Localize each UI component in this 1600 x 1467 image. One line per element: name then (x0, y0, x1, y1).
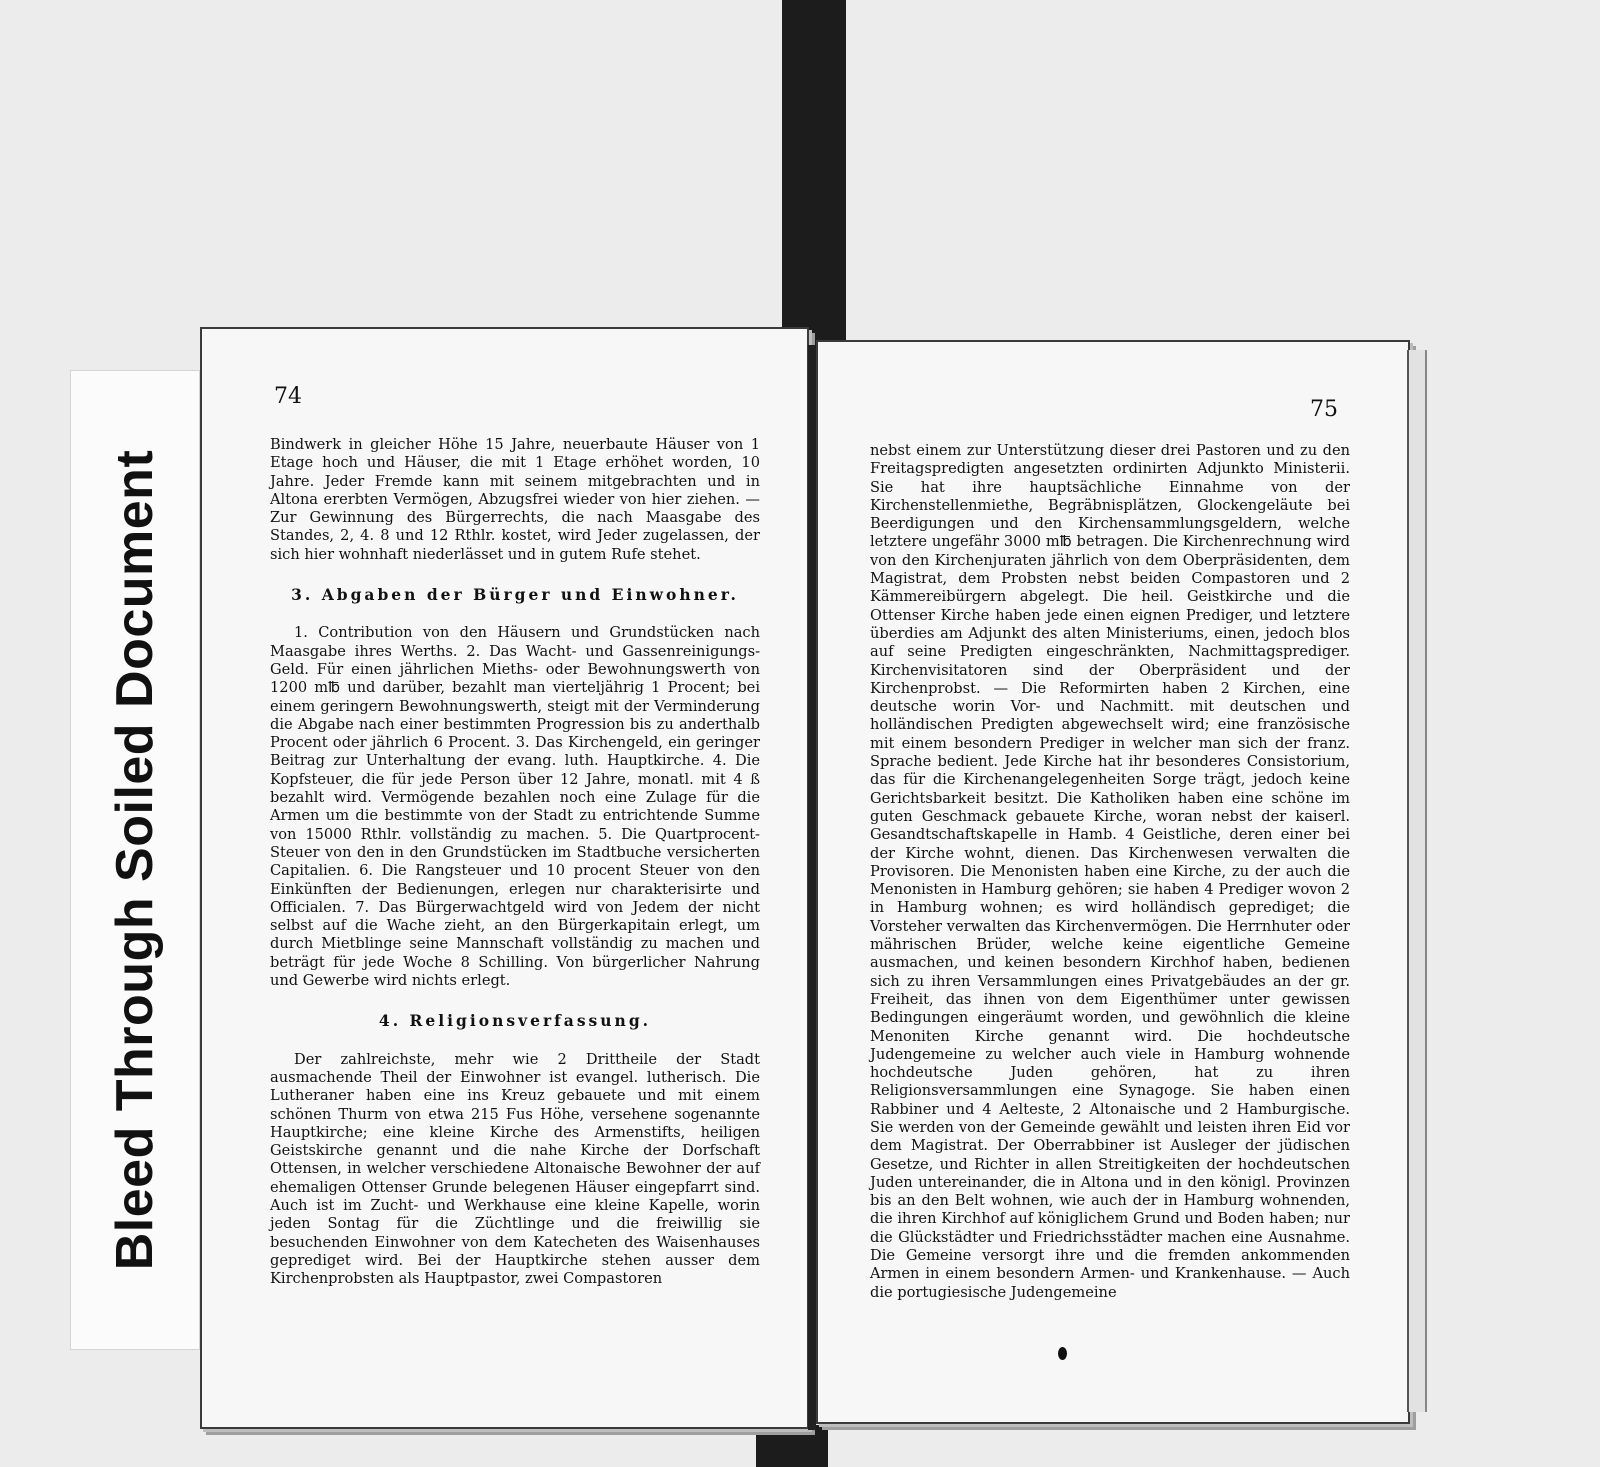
left-page (200, 327, 809, 1429)
left-page-text (270, 436, 760, 1288)
binding-strap-bottom (756, 1425, 828, 1467)
bleed-through-stamp (70, 370, 200, 1350)
page-stack-edge (1407, 350, 1427, 1412)
section-heading: 3. Abgaben der Bürger und Einwohner. (291, 585, 739, 605)
stamp-label: Bleed Through Soiled Document (106, 449, 164, 1271)
paragraph: Der zahlreichste, mehr wie 2 Drittheile der Stadt ausmachende Theil der Einwohner ist evangel. lutherisch. Die Lutheraner haben eine ins Kreuz gebauete und mit einem schönen Thurm von etwa 215 Fus Höhe, versehene sogenannte Hauptkirche; eine kleine Kirche des Armenstifts, heiligen Geistskirche genannt und die nahe Kirche der Dorfschaft Ottensen, in welcher verschiedene Altonaische Bewohner der auf ehemaligen Ottenser Grunde belegenen Häuser eingepfarrt sind. Auch ist im Zucht- und Werkhause eine kleine Kapelle, worin jeden Sontag für die Züchtlinge und die freiwillig sie besuchenden Einwohner von dem Katecheten des Waisenhauses geprediget wird. Bei der Hauptkirche stehen ausser dem Kirchenprobsten als Hauptpastor, zwei Compastoren (270, 1050, 760, 1288)
binding-strap-top (782, 0, 846, 345)
right-page-text (870, 442, 1350, 1302)
page-number-right: 75 (1310, 397, 1338, 422)
right-page (816, 340, 1410, 1424)
paragraph: Bindwerk in gleicher Höhe 15 Jahre, neuerbaute Häuser von 1 Etage hoch und Häuser, die mit 1 Etage erhöhet worden, 10 Jahre. Jeder Fremde kann mit seinem mitgebrachten und in Altona ererbten Vermögen, Abzugsfrei wieder von hier ziehen. — Zur Gewinnung des Bürgerrechts, die nach Maasgabe des Standes, 2, 4. 8 und 12 Rthlr. kostet, wird Jeder zugelassen, der sich hier wohnhaft niederlässet und in gutem Rufe stehet. (270, 436, 760, 563)
paragraph: 1. Contribution von den Häusern und Grundstücken nach Maasgabe ihres Werths. 2. Das Wacht- und Gassenreinigungs-Geld. Für einen jährlichen Mieths- oder Bewohnungswerth von 1200 m℔ und darüber, bezahlt man vierteljährig 1 Procent; bei einem geringern Bewohnungswerth, steigt mit der Verminderung die Abgabe nach einer bestimmten Progression bis zu anderthalb Procent oder jährlich 6 Procent. 3. Das Kirchengeld, ein geringer Beitrag zur Unterhaltung der evang. luth. Hauptkirche. 4. Die Kopfsteuer, die für jede Person über 12 Jahre, monatl. mit 4 ß bezahlt wird. Vermögende bezahlen noch eine Zulage für die Armen um die bestimmte von der Stadt zu entrichtende Summe von 15000 Rthlr. vollständig zu machen. 5. Die Quartprocent-Steuer von den in den Grundstücken im Stadtbuche versicherten Capitalien. 6. Die Rangsteuer und 10 procent Steuer von den Einkünften der Bedienungen, erlegen nur charakterisirte und Officialen. 7. Das Bürgerwachtgeld wird von Jedem der nicht selbst auf die Wache zieht, an den Bürgerkapitain erlegt, um durch Mietblinge seine Mannschaft vollständig zu machen und beträgt für jede Woche 8 Schilling. Von bürgerlicher Nahrung und Gewerbe wird nichts erlegt. (270, 624, 760, 990)
section-heading: 4. Religionsverfassung. (378, 1011, 652, 1031)
paragraph: nebst einem zur Unterstützung dieser drei Pastoren und zu den Freitagspredigten angesetzten ordinirten Adjunkto Ministerii. Sie hat ihre hauptsächliche Einnahme von der Kirchenstellenmiethe, Begräbnisplätzen, Glockengeläute bei Beerdigungen und den Kirchensammlungsgeldern, welche letztere ungefähr 3000 m℔ betragen. Die Kirchenrechnung wird von den Kirchenjuraten jährlich von dem Oberpräsidenten, dem Magistrat, dem Probsten nebst beiden Compastoren und 2 Kämmereibürgern abgelegt. Die heil. Geistkirche und die Ottenser Kirche haben jede einen eignen Prediger, und letztere überdies am Adjunkt des alten Ministeriums, einen, jedoch blos auf seine Predigten eingeschränkten, Nachmittagsprediger. Kirchenvisitatoren sind der Oberpräsident und der Kirchenprobst. — Die Reformirten haben 2 Kirchen, eine deutsche worin Vor- und Nachmitt. mit deutschen und holländischen Predigten abgewechselt wird; eine französische mit einem besondern Prediger in welcher man sich der franz. Sprache bedient. Jede Kirche hat ihr besonderes Consistorium, das für die Kirchenangelegenheiten Sorge trägt, jedoch keine Gerichtsbarkeit besitzt. Die Katholiken haben eine schöne im guten Geschmack gebauete Kirche, woran nebst der kaiserl. Gesandtschaftskapelle in Hamb. 4 Geistliche, deren einer bei der Kirche wohnt, dienen. Das Kirchenwesen verwalten die Provisoren. Die Menonisten haben eine Kirche, zu der auch die Menonisten in Hamburg gehören; sie haben 4 Prediger wovon 2 in Hamburg wohnen; es wird holländisch geprediget; die Vorsteher verwalten das Kirchenvermögen. Die Herrnhuter oder mährischen Brüder, welche keine eigentliche Gemeine ausmachen, und keinen besondern Kirchhof haben, bedienen sich zu ihren Versammlungen eines Privatgebäudes an der gr. Freiheit, das ihnen von dem Eigenthümer unter gewissen Bedingungen eingeräumt worden, und gewöhnlich die kleine Menoniten Kirche genannt wird. Die hochdeutsche Judengemeine zu welcher auch viele in Hamburg wohnende hochdeutsche Juden gehören, hat zu ihren Religionsversammlungen eine Synagoge. Sie haben einen Rabbiner und 4 Aelteste, 2 Altonaische und 2 Hamburgische. Sie werden von der Gemeinde gewählt und leisten ihren Eid vor dem Magistrat. Der Oberrabbiner ist Ausleger der jüdischen Gesetze, und Richter in allen Streitigkeiten der hochdeutschen Juden untereinander, die in Altona und in den königl. Provinzen bis an den Belt wohnen, wie auch der in Hamburg wohnenden, die ihren Kirchhof auf königlichem Grund und Boden haben; nur die Glückstädter und Friedrichsstädter machen eine Ausnahme. Die Gemeine versorgt ihre und die fremden ankommenden Armen in einem besondern Armen- und Krankenhause. — Auch die portugiesische Judengemeine (870, 442, 1350, 1301)
page-number-left: 74 (274, 384, 302, 409)
book-spine (808, 345, 816, 1430)
ink-blot (1058, 1347, 1067, 1360)
